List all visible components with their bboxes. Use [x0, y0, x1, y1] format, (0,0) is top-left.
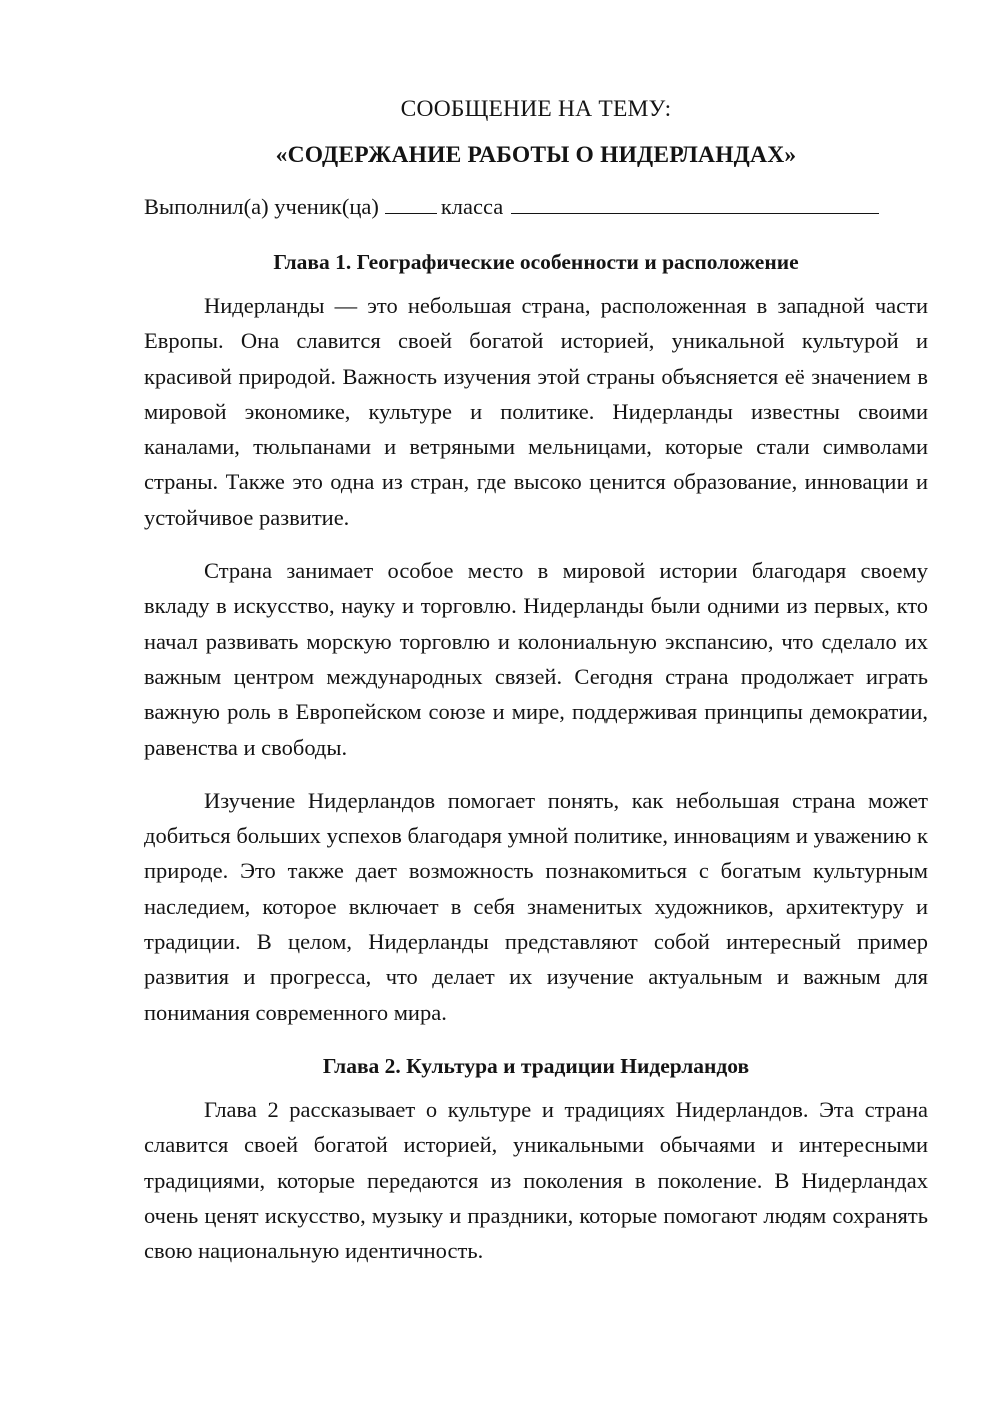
performer-line	[144, 190, 928, 224]
document-title: «СОДЕРЖАНИЕ РАБОТЫ О НИДЕРЛАНДАХ»	[275, 142, 797, 168]
student-name-blank	[511, 191, 879, 214]
class-label: класса	[440, 194, 504, 219]
performer-label: Выполнил(а) ученик(ца)	[144, 194, 379, 219]
chapter-1-title: Глава 1. Географические особенности и расположение	[273, 250, 799, 274]
chapter-1-paragraph-3: Изучение Нидерландов помогает понять, как небольшая страна может добиться больших успехов благодаря умной политике, инновациям и уважению к природе. Это также дает возможность познакомиться с богатым культурным наследием, которое включает в себя знаменитых художников, архитектуру и традиции. В целом, Нидерланды представляют собой интересный пример развития и прогресса, что делает их изучение актуальным и важным для понимания современного мира.	[144, 787, 928, 1025]
chapter-1-paragraph-2: Страна занимает особое место в мировой истории благодаря своему вкладу в искусство, науку и торговлю. Нидерланды были одними из первых, кто начал развивать морскую торговлю и колониальную экспансию, что сделало их важным центром международных связей. Сегодня страна продолжает играть важную роль в Европейском союзе и мире, поддерживая принципы демократии, равенства и свободы.	[144, 558, 928, 760]
chapter-2-paragraph-1: Глава 2 рассказывает о культуре и традициях Нидерландов. Эта страна славится своей богатой историей, уникальными обычаями и интересными традициями, которые передаются из поколения в поколение. В Нидерландах очень ценят искусство, музыку и праздники, которые помогают людям сохранять свою национальную идентичность.	[144, 1096, 928, 1264]
chapter-1-paragraph-1: Нидерланды — это небольшая страна, расположенная в западной части Европы. Она славится своей богатой историей, уникальной культурой и красивой природой. Важность изучения этой страны объясняется её значением в мировой экономике, культуре и политике. Нидерланды известны своими каналами, тюльпанами и ветряными мельницами, которые стали символами страны. Также это одна из стран, где высоко ценится образование, инновации и устойчивое развитие.	[144, 293, 928, 530]
class-number-blank	[385, 191, 437, 214]
chapter-2-title: Глава 2. Культура и традиции Нидерландов	[322, 1053, 750, 1078]
document-page	[144, 92, 928, 1286]
document-heading-topic: СООБЩЕНИЕ НА ТЕМУ:	[400, 96, 672, 122]
